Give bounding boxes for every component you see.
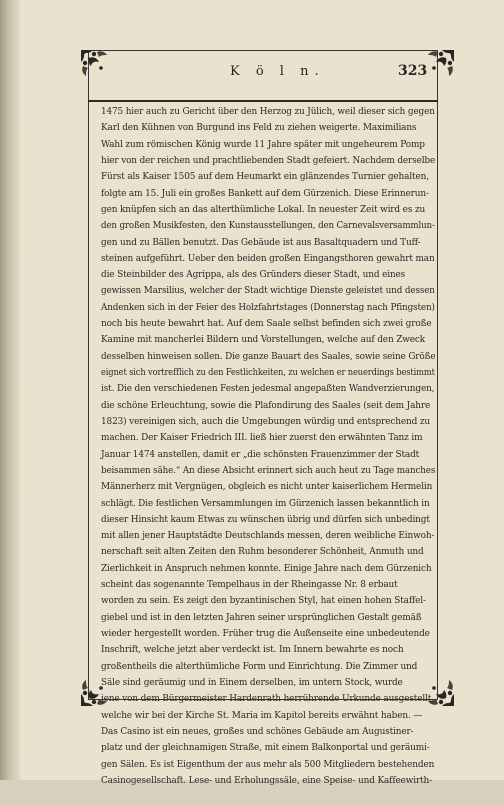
text-line: [101, 789, 435, 805]
text-line: Kamine mit mancherlei Bildern und Vorstellungen, welche auf den Zweck: [101, 335, 426, 346]
text-line: Andenken sich in der Feier des Holzfahrtstages (Donnerstag nach Pfingsten): [101, 302, 435, 313]
text-line: jene von dem Bürgermeister Hardenrath herrührende Urkunde ausgestellt,: [101, 694, 434, 705]
text-line: Zierlichkeit in Anspruch nehmen konnte. Einige Jahre nach dem Gürzenich: [101, 563, 432, 574]
text-line: Januar 1474 anstellen, damit er „die schönsten Frauenzimmer der Stadt: [101, 449, 420, 460]
text-line: gen knüpfen sich an das alterthümliche Lokal. In neuester Zeit wird es zu: [101, 204, 426, 215]
text-line: giebel und ist in den letzten Jahren seiner ursprünglichen Gestalt gemäß: [101, 612, 422, 623]
text-line: desselben hinweisen sollen. Die ganze Bauart des Saales, sowie seine Größe: [101, 351, 436, 362]
text-line: worden zu sein. Es zeigt den byzantinischen Styl, hat einen hohen Staffel-: [101, 596, 426, 607]
corner-fleuron-icon: [424, 46, 458, 80]
text-line: gewissen Marsilius, welcher der Stadt wichtige Dienste geleistet und dessen: [101, 286, 435, 297]
text-line: Männerherz mit Vergnügen, obgleich es nicht unter kaiserlichem Hermelin: [101, 482, 433, 493]
text-line: dieser Hinsicht kaum Etwas zu wünschen übrig und dürfen sich unbedingt: [101, 514, 430, 525]
text-line: gen Sälen. Es ist Eigenthum der aus mehr als 500 Mitgliedern bestehenden: [101, 759, 435, 770]
corner-fleuron-icon: [77, 46, 111, 80]
text-line: 1823) vereinigen sich, auch die Umgebungen würdig und entsprechend zu: [101, 416, 431, 427]
text-line: wieder hergestellt worden. Früher trug die Außenseite eine unbedeutende: [101, 629, 430, 639]
text-line: Inschrift, welche jetzt aber verdeckt ist. Im Innern bewahrte es noch: [101, 645, 404, 656]
text-line: noch bis heute bewahrt hat. Auf dem Saale selbst befinden sich zwei große: [101, 319, 432, 330]
text-line: Casinogesellschaft. Lese- und Erholungssäle, eine Speise- und Kaffeewirth-: [101, 775, 433, 786]
header-rule: [88, 100, 438, 102]
text-line: Wahl zum römischen König wurde 11 Jahre später mit ungeheurem Pomp: [101, 139, 425, 150]
text-line: eignet sich vortrefflich zu den Festlichkeiten, zu welchen er neuerdings bestimmt: [101, 368, 435, 378]
text-line: folgte am 15. Juli ein großes Bankett auf dem Gürzenich. Diese Erinnerun-: [101, 188, 429, 199]
text-line: scheint das sogenannte Tempelhaus in der Rheingasse Nr. 8 erbaut: [101, 580, 398, 591]
text-line: beisammen sähe.“ An diese Absicht erinnert sich auch heut zu Tage manches: [101, 465, 436, 476]
text-line: Säle sind geräumig und in Einem derselben, im untern Stock, wurde: [101, 677, 403, 688]
text-line: ist. Die den verschiedenen Festen jedesmal angepaßten Wandverzierungen,: [101, 384, 435, 395]
page-number: 323: [398, 63, 428, 79]
text-line: 1475 hier auch zu Gericht über den Herzog zu Jülich, weil dieser sich gegen: [101, 107, 435, 117]
running-title: K ö l n.: [230, 64, 325, 79]
text-line: Karl den Kühnen von Burgund ins Feld zu ziehen weigerte. Maximilians: [101, 123, 417, 134]
text-line: nerschaft seit alten Zeiten den Ruhm besonderer Schönheit, Anmuth und: [101, 547, 424, 558]
text-line: welche wir bei der Kirche St. Maria im Kapitol bereits erwähnt haben. —: [101, 710, 423, 721]
text-line: steinen aufgeführt. Ueber den beiden großen Eingangsthoren gewahrt man: [101, 253, 435, 264]
body-text: [101, 104, 441, 805]
text-line: großentheils die alterthümliche Form und Einrichtung. Die Zimmer und: [101, 661, 418, 672]
text-line: Das Casino ist ein neues, großes und schönes Gebäude am Augustiner-: [101, 726, 414, 737]
text-line: machen. Der Kaiser Friedrich III. ließ hier zuerst den erwähnten Tanz im: [101, 433, 423, 444]
text-line: schlägt. Die festlichen Versammlungen im Gürzenich lassen bekanntlich in: [101, 498, 430, 509]
text-line: Fürst als Kaiser 1505 auf dem Heumarkt ein glänzendes Turnier gehalten,: [101, 172, 429, 183]
text-line: mit allen jener Hauptstädte Deutschlands messen, deren weibliche Einwoh-: [101, 531, 435, 542]
text-line: hier von der reichen und prachtliebenden Stadt gefeiert. Nachdem derselbe: [101, 155, 436, 166]
text-line: den großen Musikfesten, den Kunstausstellungen, den Carnevalsversammlun-: [101, 221, 435, 232]
text-line: die schöne Erleuchtung, sowie die Plafondirung des Saales (seit dem Jahre: [101, 400, 431, 411]
text-line: die Steinbilder des Agrippa, als des Gründers dieser Stadt, und eines: [101, 270, 406, 281]
text-line: gen und zu Bällen benutzt. Das Gebäude ist aus Basaltquadern und Tuff-: [101, 237, 421, 248]
page-gutter-shadow: [0, 0, 20, 780]
text-line: platz und der gleichnamigen Straße, mit einem Balkonportal und geräumi-: [101, 743, 430, 754]
